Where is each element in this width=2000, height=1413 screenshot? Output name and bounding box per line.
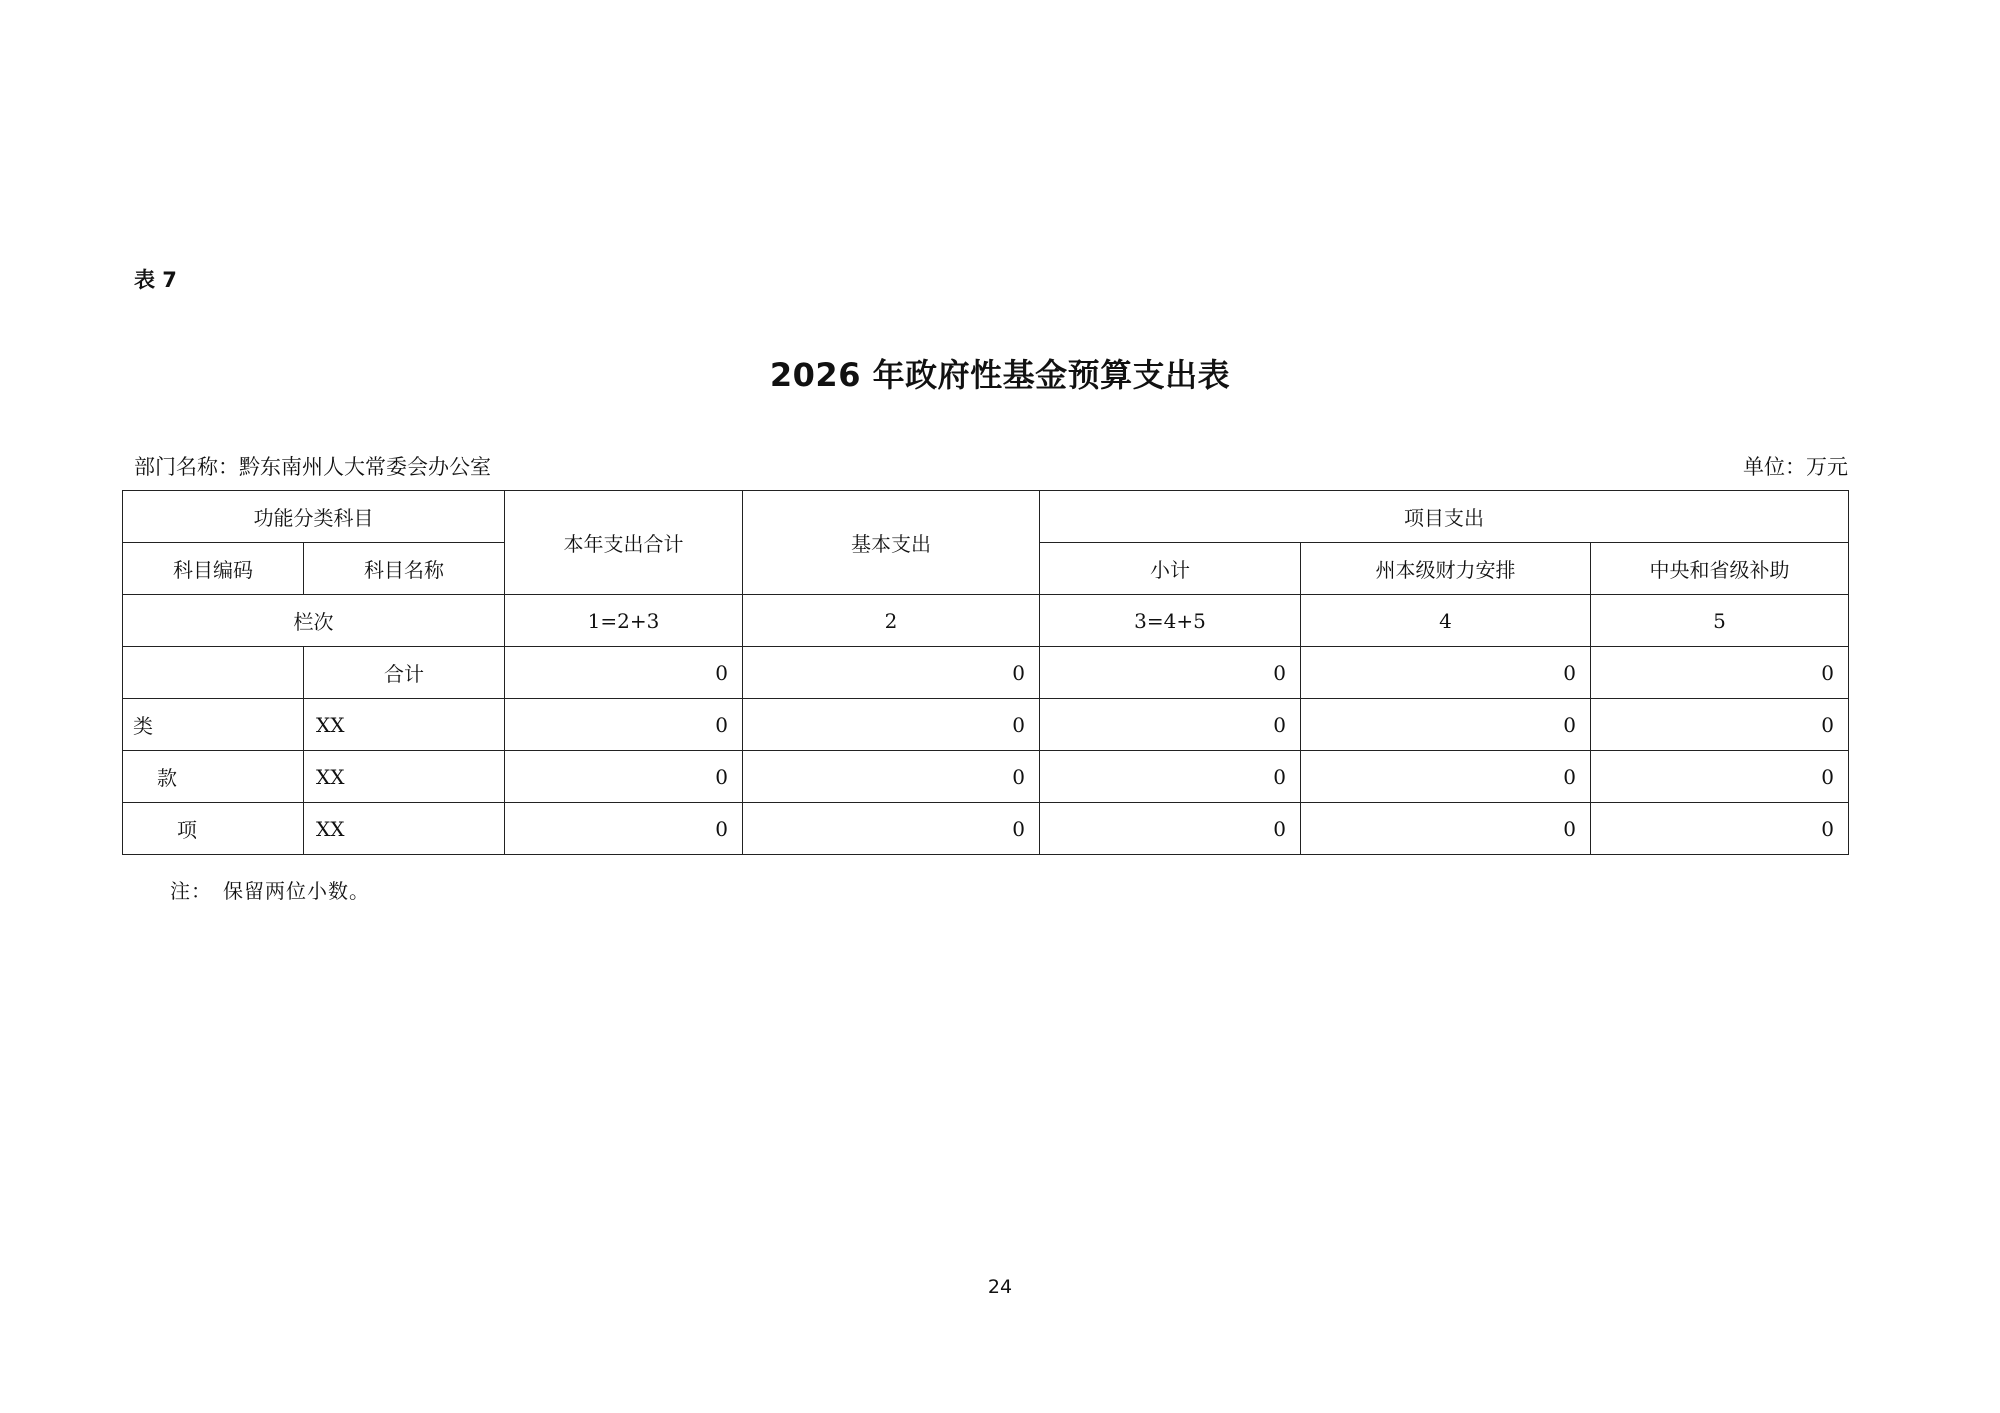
row-name: XX xyxy=(304,699,505,751)
row-code: 项 xyxy=(123,803,304,855)
row-code xyxy=(123,647,304,699)
row-state-level: 0 xyxy=(1301,751,1591,803)
column-index-state-level: 4 xyxy=(1301,595,1591,647)
row-central-provincial: 0 xyxy=(1591,803,1849,855)
header-central-provincial: 中央和省级补助 xyxy=(1591,543,1849,595)
row-total: 0 xyxy=(505,699,743,751)
table-row xyxy=(123,647,1849,699)
column-index-central-provincial: 5 xyxy=(1591,595,1849,647)
row-subtotal: 0 xyxy=(1040,751,1301,803)
table-row xyxy=(123,751,1849,803)
unit-label: 单位：万元 xyxy=(1743,455,1848,479)
header-row-1 xyxy=(123,491,1849,543)
page-number: 24 xyxy=(987,1276,1013,1298)
header-project: 项目支出 xyxy=(1040,491,1849,543)
header-basic: 基本支出 xyxy=(743,491,1040,595)
table-row xyxy=(123,699,1849,751)
column-index-label: 栏次 xyxy=(123,595,505,647)
row-subtotal: 0 xyxy=(1040,803,1301,855)
page-title: 2026 年政府性基金预算支出表 xyxy=(769,356,1231,394)
row-basic: 0 xyxy=(743,647,1040,699)
row-basic: 0 xyxy=(743,699,1040,751)
row-central-provincial: 0 xyxy=(1591,647,1849,699)
header-subject-code: 科目编码 xyxy=(123,543,304,595)
header-subject-name: 科目名称 xyxy=(304,543,505,595)
column-index-total: 1=2+3 xyxy=(505,595,743,647)
header-state-level: 州本级财力安排 xyxy=(1301,543,1591,595)
table-number: 表 7 xyxy=(134,268,177,292)
column-index-basic: 2 xyxy=(743,595,1040,647)
row-total: 0 xyxy=(505,803,743,855)
row-name: 合计 xyxy=(304,647,505,699)
row-total: 0 xyxy=(505,647,743,699)
row-basic: 0 xyxy=(743,803,1040,855)
row-name: XX xyxy=(304,751,505,803)
footnote: 注： 保留两位小数。 xyxy=(170,879,370,903)
table-row xyxy=(123,803,1849,855)
row-total: 0 xyxy=(505,751,743,803)
row-subtotal: 0 xyxy=(1040,647,1301,699)
row-basic: 0 xyxy=(743,751,1040,803)
row-subtotal: 0 xyxy=(1040,699,1301,751)
row-state-level: 0 xyxy=(1301,803,1591,855)
row-central-provincial: 0 xyxy=(1591,751,1849,803)
row-central-provincial: 0 xyxy=(1591,699,1849,751)
header-function-class: 功能分类科目 xyxy=(123,491,505,543)
column-index-row xyxy=(123,595,1849,647)
row-code: 款 xyxy=(123,751,304,803)
budget-expenditure-table xyxy=(122,490,1849,855)
row-state-level: 0 xyxy=(1301,699,1591,751)
row-state-level: 0 xyxy=(1301,647,1591,699)
header-subtotal: 小计 xyxy=(1040,543,1301,595)
row-code: 类 xyxy=(123,699,304,751)
row-name: XX xyxy=(304,803,505,855)
header-total: 本年支出合计 xyxy=(505,491,743,595)
department-label: 部门名称：黔东南州人大常委会办公室 xyxy=(134,455,491,479)
column-index-subtotal: 3=4+5 xyxy=(1040,595,1301,647)
